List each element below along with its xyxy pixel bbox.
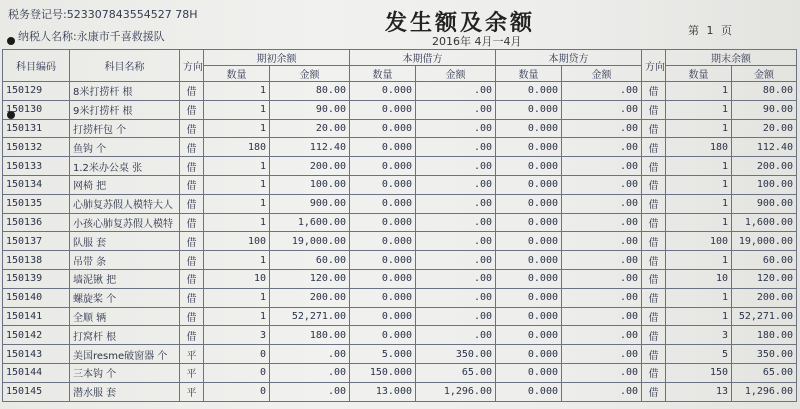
cell-opening-qty: 1	[204, 194, 270, 213]
cell-opening-qty: 1	[204, 251, 270, 270]
cell-closing-amount: 100.00	[732, 175, 797, 194]
cell-direction: 借	[180, 194, 204, 213]
cell-code: 150139	[3, 269, 70, 288]
cell-debit-qty: 0.000	[350, 288, 416, 307]
cell-debit-qty: 0.000	[350, 175, 416, 194]
cell-debit-amount: .00	[416, 100, 496, 119]
cell-opening-amount: 60.00	[270, 251, 350, 270]
cell-closing-direction: 借	[642, 269, 666, 288]
cell-credit-qty: 0.000	[496, 119, 562, 138]
cell-credit-qty: 0.000	[496, 307, 562, 326]
cell-debit-amount: .00	[416, 307, 496, 326]
cell-name: 网椅 把	[70, 175, 180, 194]
cell-closing-amount: 20.00	[732, 119, 797, 138]
cell-credit-qty: 0.000	[496, 363, 562, 382]
cell-credit-amount: .00	[562, 307, 642, 326]
cell-opening-amount: 900.00	[270, 194, 350, 213]
cell-credit-amount: .00	[562, 119, 642, 138]
cell-credit-qty: 0.000	[496, 82, 562, 101]
cell-debit-qty: 0.000	[350, 138, 416, 157]
cell-direction: 借	[180, 251, 204, 270]
table-body	[3, 82, 797, 402]
table-row	[3, 288, 797, 307]
cell-name: 美国resme破窗器 个	[70, 345, 180, 364]
cell-closing-amount: 900.00	[732, 194, 797, 213]
cell-debit-amount: .00	[416, 269, 496, 288]
cell-credit-qty: 0.000	[496, 345, 562, 364]
cell-debit-amount: .00	[416, 82, 496, 101]
cell-closing-direction: 借	[642, 213, 666, 232]
cell-debit-amount: .00	[416, 194, 496, 213]
cell-debit-qty: 0.000	[350, 157, 416, 176]
cell-closing-direction: 借	[642, 307, 666, 326]
cell-name: 9米打捞杆 根	[70, 100, 180, 119]
cell-credit-amount: .00	[562, 213, 642, 232]
cell-debit-qty: 0.000	[350, 213, 416, 232]
cell-debit-amount: .00	[416, 326, 496, 345]
cell-credit-amount: .00	[562, 251, 642, 270]
cell-credit-qty: 0.000	[496, 175, 562, 194]
cell-credit-amount: .00	[562, 288, 642, 307]
col-code: 科目编码	[3, 50, 70, 82]
col-credit-amount: 金额	[562, 66, 642, 82]
cell-opening-qty: 180	[204, 138, 270, 157]
table-row	[3, 100, 797, 119]
cell-credit-amount: .00	[562, 138, 642, 157]
cell-name: 8米打捞杆 根	[70, 82, 180, 101]
cell-credit-amount: .00	[562, 100, 642, 119]
cell-direction: 借	[180, 307, 204, 326]
cell-code: 150131	[3, 119, 70, 138]
cell-debit-qty: 0.000	[350, 251, 416, 270]
table-row	[3, 82, 797, 101]
cell-name: 打捞杆包 个	[70, 119, 180, 138]
cell-closing-qty: 150	[666, 363, 732, 382]
cell-closing-direction: 借	[642, 157, 666, 176]
cell-debit-qty: 0.000	[350, 269, 416, 288]
cell-closing-qty: 10	[666, 269, 732, 288]
cell-direction: 借	[180, 138, 204, 157]
cell-code: 150141	[3, 307, 70, 326]
cell-opening-amount: 20.00	[270, 119, 350, 138]
cell-credit-amount: .00	[562, 82, 642, 101]
cell-debit-amount: 65.00	[416, 363, 496, 382]
cell-opening-amount: .00	[270, 345, 350, 364]
col-debit-qty: 数量	[350, 66, 416, 82]
cell-closing-qty: 1	[666, 119, 732, 138]
cell-credit-qty: 0.000	[496, 213, 562, 232]
tax-id-line	[8, 6, 197, 22]
cell-debit-qty: 0.000	[350, 100, 416, 119]
cell-opening-amount: 80.00	[270, 82, 350, 101]
cell-debit-qty: 0.000	[350, 326, 416, 345]
cell-closing-direction: 借	[642, 100, 666, 119]
cell-closing-direction: 借	[642, 194, 666, 213]
cell-debit-qty: 150.000	[350, 363, 416, 382]
cell-debit-amount: .00	[416, 157, 496, 176]
cell-name: 螺旋桨 个	[70, 288, 180, 307]
cell-code: 150130	[3, 100, 70, 119]
cell-debit-qty: 0.000	[350, 307, 416, 326]
cell-closing-amount: 350.00	[732, 345, 797, 364]
cell-closing-direction: 借	[642, 175, 666, 194]
cell-credit-amount: .00	[562, 194, 642, 213]
cell-closing-qty: 1	[666, 100, 732, 119]
table-row	[3, 307, 797, 326]
cell-direction: 借	[180, 326, 204, 345]
cell-opening-qty: 1	[204, 288, 270, 307]
cell-closing-amount: 19,000.00	[732, 232, 797, 251]
cell-debit-amount: .00	[416, 213, 496, 232]
cell-code: 150135	[3, 194, 70, 213]
cell-closing-qty: 180	[666, 138, 732, 157]
cell-opening-qty: 1	[204, 82, 270, 101]
col-opening-amount: 金额	[270, 66, 350, 82]
cell-credit-qty: 0.000	[496, 251, 562, 270]
cell-code: 150145	[3, 382, 70, 401]
page-indicator	[688, 22, 732, 38]
cell-credit-qty: 0.000	[496, 382, 562, 401]
cell-closing-amount: 180.00	[732, 326, 797, 345]
tax-id-value: 523307843554527 78H	[66, 8, 198, 21]
cell-name: 队服 套	[70, 232, 180, 251]
cell-opening-qty: 1	[204, 100, 270, 119]
cell-closing-qty: 3	[666, 326, 732, 345]
cell-closing-amount: 52,271.00	[732, 307, 797, 326]
cell-opening-amount: 90.00	[270, 100, 350, 119]
cell-credit-amount: .00	[562, 345, 642, 364]
cell-debit-amount: 1,296.00	[416, 382, 496, 401]
cell-direction: 借	[180, 288, 204, 307]
cell-closing-direction: 借	[642, 232, 666, 251]
cell-opening-amount: 200.00	[270, 288, 350, 307]
cell-closing-qty: 5	[666, 345, 732, 364]
cell-closing-qty: 1	[666, 213, 732, 232]
cell-name: 吊带 条	[70, 251, 180, 270]
cell-name: 墙泥锹 把	[70, 269, 180, 288]
cell-debit-amount: .00	[416, 119, 496, 138]
cell-debit-amount: .00	[416, 138, 496, 157]
cell-closing-amount: 200.00	[732, 288, 797, 307]
cell-code: 150132	[3, 138, 70, 157]
cell-direction: 借	[180, 269, 204, 288]
taxpayer-label: 纳税人名称:	[18, 30, 77, 43]
cell-code: 150144	[3, 363, 70, 382]
cell-closing-direction: 借	[642, 288, 666, 307]
cell-name: 心肺复苏假人模特大人	[70, 194, 180, 213]
cell-closing-direction: 借	[642, 251, 666, 270]
cell-credit-amount: .00	[562, 232, 642, 251]
cell-opening-qty: 1	[204, 213, 270, 232]
col-name: 科目名称	[70, 50, 180, 82]
cell-closing-amount: 200.00	[732, 157, 797, 176]
col-closing-qty: 数量	[666, 66, 732, 82]
table-row	[3, 138, 797, 157]
cell-opening-qty: 3	[204, 326, 270, 345]
cell-closing-qty: 13	[666, 382, 732, 401]
cell-opening-amount: 100.00	[270, 175, 350, 194]
cell-closing-amount: 1,600.00	[732, 213, 797, 232]
table-row	[3, 194, 797, 213]
cell-opening-amount: .00	[270, 363, 350, 382]
col-closing: 期末余额	[666, 50, 797, 66]
cell-opening-amount: 200.00	[270, 157, 350, 176]
cell-code: 150133	[3, 157, 70, 176]
table-row	[3, 363, 797, 382]
cell-code: 150134	[3, 175, 70, 194]
table-row	[3, 157, 797, 176]
col-closing-direction: 方向	[642, 50, 666, 82]
report-period: 2016年 4月一4月	[432, 35, 522, 48]
cell-direction: 借	[180, 175, 204, 194]
cell-closing-qty: 1	[666, 157, 732, 176]
cell-credit-amount: .00	[562, 363, 642, 382]
col-debit-amount: 金额	[416, 66, 496, 82]
cell-name: 打窝杆 根	[70, 326, 180, 345]
cell-opening-amount: 120.00	[270, 269, 350, 288]
table-row	[3, 382, 797, 401]
cell-credit-amount: .00	[562, 326, 642, 345]
cell-debit-qty: 0.000	[350, 232, 416, 251]
cell-name: 鱼钩 个	[70, 138, 180, 157]
cell-credit-qty: 0.000	[496, 100, 562, 119]
tax-id-label: 税务登记号:	[8, 8, 67, 21]
cell-opening-amount: 180.00	[270, 326, 350, 345]
cell-debit-qty: 0.000	[350, 82, 416, 101]
cell-closing-direction: 借	[642, 363, 666, 382]
taxpayer-value: 永康市千喜救援队	[76, 30, 165, 43]
cell-credit-qty: 0.000	[496, 194, 562, 213]
cell-closing-amount: 120.00	[732, 269, 797, 288]
col-credit-qty: 数量	[496, 66, 562, 82]
page-unit: 页	[721, 24, 732, 37]
cell-debit-qty: 0.000	[350, 119, 416, 138]
cell-code: 150142	[3, 326, 70, 345]
cell-credit-amount: .00	[562, 269, 642, 288]
cell-code: 150143	[3, 345, 70, 364]
cell-credit-qty: 0.000	[496, 288, 562, 307]
cell-direction: 借	[180, 119, 204, 138]
cell-direction: 借	[180, 82, 204, 101]
cell-opening-amount: 1,600.00	[270, 213, 350, 232]
cell-credit-qty: 0.000	[496, 326, 562, 345]
table-row	[3, 119, 797, 138]
cell-name: 1.2米办公桌 张	[70, 157, 180, 176]
cell-opening-amount: 112.40	[270, 138, 350, 157]
cell-credit-amount: .00	[562, 382, 642, 401]
cell-closing-qty: 1	[666, 288, 732, 307]
cell-opening-amount: 19,000.00	[270, 232, 350, 251]
cell-opening-amount: .00	[270, 382, 350, 401]
table-row	[3, 251, 797, 270]
cell-direction: 平	[180, 345, 204, 364]
col-closing-amount: 金额	[732, 66, 797, 82]
col-debit: 本期借方	[350, 50, 496, 66]
cell-closing-amount: 65.00	[732, 363, 797, 382]
cell-closing-direction: 借	[642, 82, 666, 101]
table-row	[3, 326, 797, 345]
cell-opening-qty: 1	[204, 307, 270, 326]
col-opening-qty: 数量	[204, 66, 270, 82]
page-label: 第	[688, 24, 699, 37]
cell-name: 全顺 辆	[70, 307, 180, 326]
table-row	[3, 213, 797, 232]
table-row	[3, 345, 797, 364]
cell-debit-qty: 5.000	[350, 345, 416, 364]
cell-debit-qty: 13.000	[350, 382, 416, 401]
cell-credit-amount: .00	[562, 175, 642, 194]
cell-name: 小孩心肺复苏假人模特	[70, 213, 180, 232]
cell-credit-qty: 0.000	[496, 157, 562, 176]
cell-credit-qty: 0.000	[496, 269, 562, 288]
cell-code: 150138	[3, 251, 70, 270]
cell-name: 三本钩 个	[70, 363, 180, 382]
balance-table	[2, 49, 797, 402]
cell-closing-qty: 1	[666, 194, 732, 213]
page-number: 1	[706, 24, 714, 37]
cell-opening-qty: 0	[204, 382, 270, 401]
cell-credit-qty: 0.000	[496, 138, 562, 157]
cell-closing-amount: 1,296.00	[732, 382, 797, 401]
col-credit: 本期贷方	[496, 50, 642, 66]
cell-direction: 借	[180, 232, 204, 251]
cell-closing-direction: 借	[642, 345, 666, 364]
table-row	[3, 175, 797, 194]
cell-code: 150137	[3, 232, 70, 251]
table-header	[3, 50, 797, 82]
cell-debit-qty: 0.000	[350, 194, 416, 213]
cell-closing-qty: 1	[666, 175, 732, 194]
cell-direction: 借	[180, 100, 204, 119]
cell-debit-amount: .00	[416, 251, 496, 270]
cell-code: 150136	[3, 213, 70, 232]
cell-code: 150129	[3, 82, 70, 101]
cell-closing-qty: 1	[666, 251, 732, 270]
cell-opening-qty: 1	[204, 119, 270, 138]
table-row	[3, 269, 797, 288]
cell-closing-amount: 80.00	[732, 82, 797, 101]
cell-closing-qty: 100	[666, 232, 732, 251]
report-title: 发生额及余额	[385, 10, 536, 36]
cell-closing-amount: 60.00	[732, 251, 797, 270]
col-opening: 期初余额	[204, 50, 350, 66]
cell-closing-direction: 借	[642, 119, 666, 138]
cell-credit-qty: 0.000	[496, 232, 562, 251]
binder-hole-top	[7, 37, 15, 45]
cell-opening-qty: 10	[204, 269, 270, 288]
cell-closing-direction: 借	[642, 382, 666, 401]
cell-direction: 借	[180, 213, 204, 232]
table-row	[3, 232, 797, 251]
cell-debit-amount: .00	[416, 232, 496, 251]
cell-closing-direction: 借	[642, 138, 666, 157]
cell-code: 150140	[3, 288, 70, 307]
cell-opening-qty: 1	[204, 157, 270, 176]
cell-debit-amount: .00	[416, 175, 496, 194]
cell-opening-qty: 100	[204, 232, 270, 251]
cell-opening-qty: 0	[204, 363, 270, 382]
cell-direction: 借	[180, 157, 204, 176]
cell-direction: 平	[180, 363, 204, 382]
cell-opening-qty: 1	[204, 175, 270, 194]
cell-closing-amount: 90.00	[732, 100, 797, 119]
cell-closing-amount: 112.40	[732, 138, 797, 157]
cell-closing-qty: 1	[666, 82, 732, 101]
col-direction: 方向	[180, 50, 204, 82]
cell-opening-qty: 0	[204, 345, 270, 364]
cell-closing-qty: 1	[666, 307, 732, 326]
cell-name: 潜水服 套	[70, 382, 180, 401]
cell-closing-direction: 借	[642, 326, 666, 345]
cell-debit-amount: 350.00	[416, 345, 496, 364]
cell-direction: 平	[180, 382, 204, 401]
taxpayer-line	[18, 28, 165, 44]
cell-credit-amount: .00	[562, 157, 642, 176]
cell-opening-amount: 52,271.00	[270, 307, 350, 326]
cell-debit-amount: .00	[416, 288, 496, 307]
